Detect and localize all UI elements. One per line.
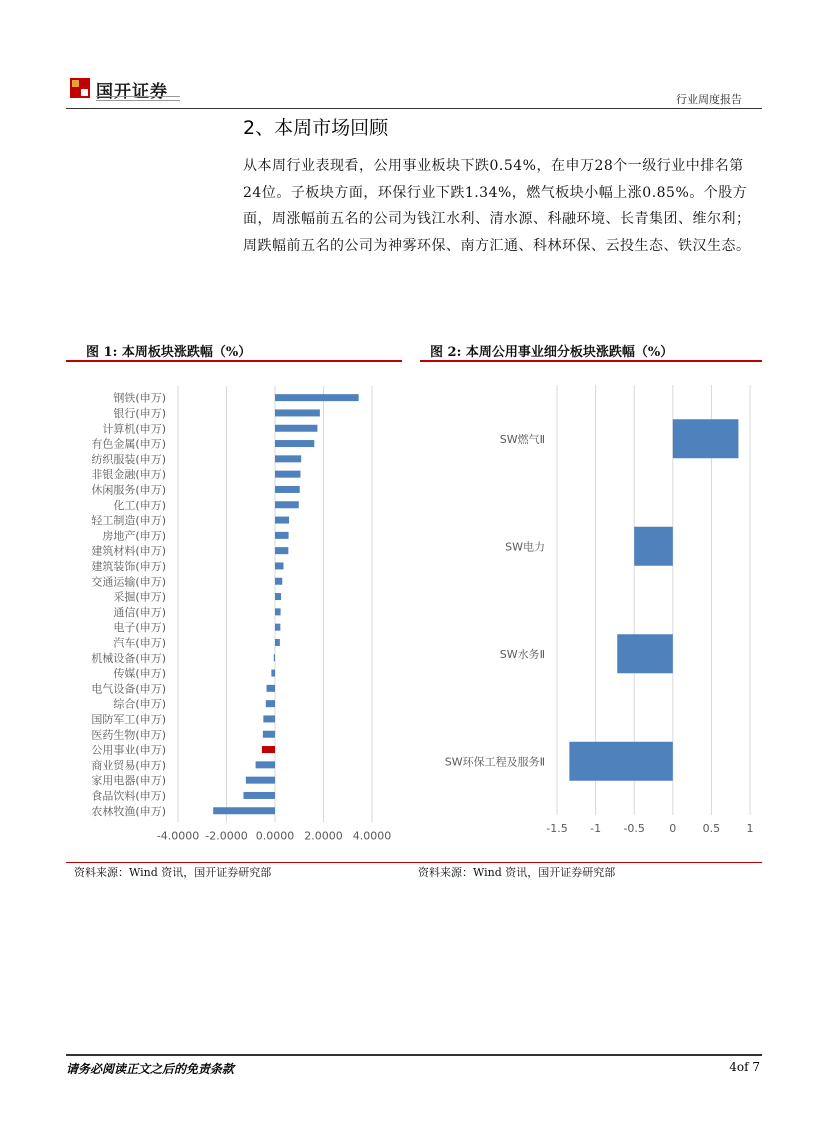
chart1-category-label: 医药生物(申万) [91,728,166,742]
chart1-category-label: 综合(申万) [113,697,166,711]
chart1-bar [266,700,275,707]
chart1-tick-labels [157,829,391,842]
chart1-bar [275,471,300,478]
chart2-category-label: SW环保工程及服务Ⅱ [444,755,545,769]
chart1-category-label: 商业贸易(申万) [91,758,166,772]
chart1-category-label: 汽车(申万) [113,636,166,650]
chart1-category-labels [91,391,166,818]
chart1-bar [275,409,320,416]
chart1-tick-label: 4.0000 [352,829,392,843]
chart1-category-label: 农林牧渔(申万) [91,804,166,818]
chart1-bar [275,608,281,615]
chart1-bar [246,777,275,784]
chart1-bar [274,654,275,661]
chart2-category-label: SW水务Ⅱ [499,647,545,661]
chart1-bars [213,394,359,814]
chart1-category-label: 建筑装饰(申万) [91,559,166,573]
chart1-category-label: 通信(申万) [113,605,166,619]
chart1-gridlines [178,386,372,822]
chart1-bar [275,501,299,508]
chart1-category-label: 电气设备(申万) [91,682,166,696]
chart1-category-label: 传媒(申万) [113,667,166,681]
chart1-bar [275,639,280,646]
chart1-bar [275,455,301,462]
chart1-bar [267,685,275,692]
figure1-source: 资料来源：Wind 资讯，国开证券研究部 [74,866,272,879]
chart2-tick-label: -1 [590,822,602,835]
chart2-bar [673,419,739,458]
chart1-category-label: 交通运输(申万) [91,575,166,589]
chart1-category-label: 有色金属(申万) [91,437,166,451]
sector-performance-chart [66,380,406,850]
utility-subsector-chart [420,380,765,850]
logo-text: 国开证券 [96,82,168,102]
chart1-tick-label: 2.0000 [304,829,343,843]
chart2-tick-label: -1.5 [546,822,568,835]
chart1-bar [275,394,359,401]
chart1-category-label: 电子(申万) [113,621,166,635]
figure2-source: 资料来源：Wind 资讯，国开证券研究部 [418,866,616,879]
logo-mark-icon [70,78,90,98]
chart1-bar [275,624,280,631]
chart2-bar [569,742,672,781]
chart1-bar [275,517,289,524]
chart1-bar [275,440,314,447]
chart1-bar [263,715,275,722]
section-paragraph: 从本周行业表现看，公用事业板块下跌0.54%，在申万28个一级行业中排名第24位。子板块方面，环保行业下跌1.34%，燃气板块小幅上涨0.85%。个股方面，周涨幅前五名的公司为钱江水利、清水源、科融环境、长青集团、维尔利；周跌幅前五名的公司为神雾环保、南方汇通、科林环保、云投生态、铁汉生态。 [243,158,751,254]
chart2-tick-label: -0.5 [623,822,645,835]
chart1-bar [243,792,275,799]
chart1-bar [275,578,282,585]
figure2-title-rule [420,360,762,362]
figure1-title: 图 1: 本周板块涨跌幅（%） [86,345,252,360]
chart1-bar [275,425,317,432]
chart1-bar [275,562,283,569]
chart2-tick-label: 0 [669,822,677,835]
footer-disclaimer: 请务必阅读正文之后的免责条款 [66,1062,235,1076]
chart1-category-label: 非银金融(申万) [91,468,166,482]
chart1-category-label: 计算机(申万) [102,422,166,436]
chart1-bar [263,731,275,738]
header-divider [66,108,762,109]
chart1-category-label: 轻工制造(申万) [91,514,166,528]
chart1-bar [275,486,300,493]
figure-bottom-rule [66,862,762,863]
chart1-bar [275,532,289,539]
chart1-category-label: 采掘(申万) [113,590,166,604]
chart1-bar [213,807,275,814]
chart1-category-label: 公用事业(申万) [91,743,166,757]
chart1-category-label: 家用电器(申万) [91,774,166,788]
chart1-tick-label: -4.0000 [156,829,200,843]
chart1-category-label: 钢铁(申万) [113,391,166,405]
chart1-bar [275,547,288,554]
logo-subline [96,96,180,101]
chart2-tick-labels [546,822,753,835]
chart2-bars [569,419,738,781]
chart2-bar [617,634,673,673]
chart1-tick-label: -2.0000 [205,829,248,843]
chart2-category-label: SW电力 [505,540,545,554]
chart1-bar [262,746,275,753]
chart1-bar [256,761,275,768]
chart1-bar [271,670,275,677]
chart2-bar [634,527,673,566]
chart1-category-label: 国防军工(申万) [91,712,166,726]
chart2-tick-label: 0.5 [702,822,721,835]
chart1-category-label: 休闲服务(申万) [91,483,166,497]
chart1-tick-label: 0.0000 [255,829,295,843]
page-number: 4of 7 [729,1060,760,1074]
chart2-tick-label: 1 [746,822,754,835]
chart1-category-label: 化工(申万) [113,498,166,512]
chart1-category-label: 纺织服装(申万) [91,452,166,466]
chart1-category-label: 机械设备(申万) [91,651,166,665]
report-type: 行业周度报告 [676,93,742,106]
figure2-title: 图 2: 本周公用事业细分板块涨跌幅（%） [430,345,674,360]
chart1-bar [275,593,281,600]
chart1-category-label: 房地产(申万) [102,529,166,543]
chart1-category-label: 食品饮料(申万) [91,789,166,803]
chart1-category-label: 建筑材料(申万) [91,544,166,558]
company-logo [70,78,180,102]
footer-divider [66,1054,762,1056]
chart2-category-label: SW燃气Ⅱ [499,432,545,446]
chart1-category-label: 银行(申万) [113,406,166,420]
chart2-category-labels [445,432,545,769]
section-title: 2、本周市场回顾 [243,117,389,139]
figure1-title-rule [66,360,402,362]
